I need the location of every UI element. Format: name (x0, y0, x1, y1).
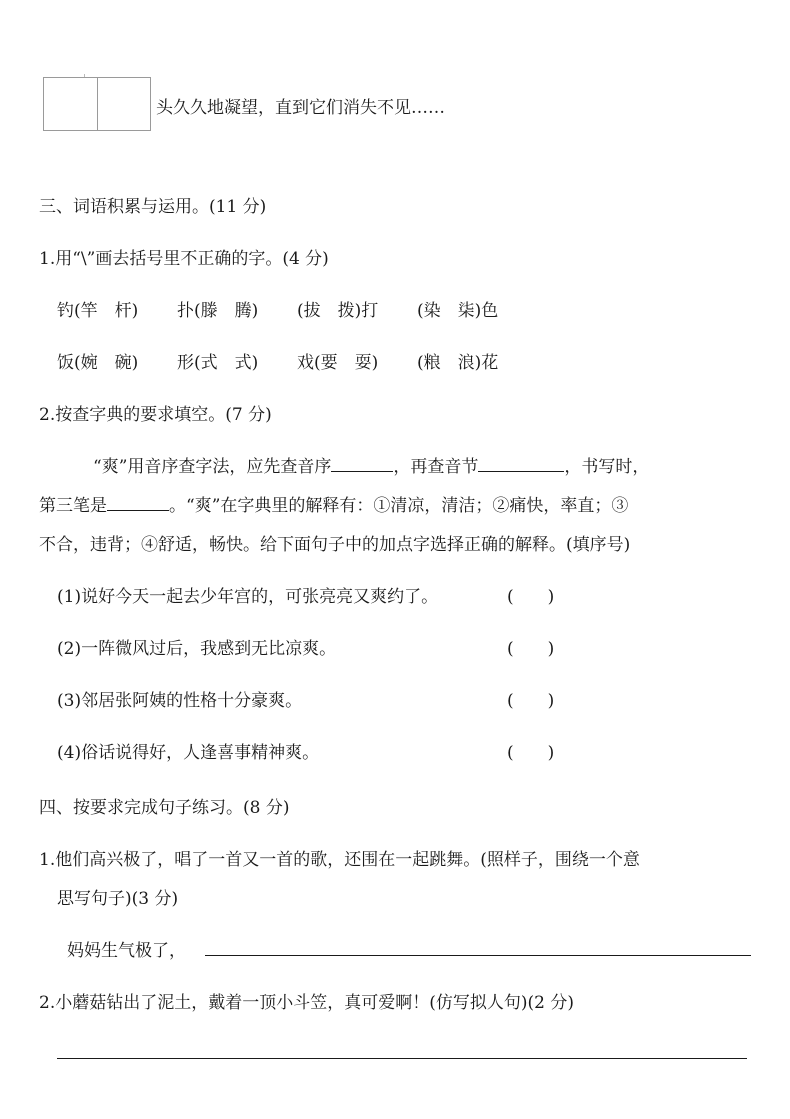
section3-heading: 三、词语积累与运用。(11 分) (39, 197, 267, 217)
blank-third-stroke[interactable] (107, 492, 169, 511)
q2-item-4: (4)俗话说得好，人逢喜事精神爽。 (57, 743, 320, 763)
q2-item-2: (2)一阵微风过后，我感到无比凉爽。 (57, 639, 337, 659)
section4-heading: 四、按要求完成句子练习。(8 分) (39, 798, 290, 818)
section4-q1-line2: 思写句子)(3 分) (57, 889, 179, 909)
q2-item-1-answer[interactable]: ( ) (507, 587, 555, 607)
q1-row2-item2: 形(式 式) (177, 353, 259, 373)
q1-row1-item3: (拔 拨)打 (297, 301, 379, 321)
section4-q2: 2.小蘑菇钻出了泥土，戴着一顶小斗笠，真可爱啊！(仿写拟人句)(2 分) (39, 993, 574, 1013)
q2-para-line1: “爽”用音序查字法，应先查音序 ，再查音节 ，书写时， (93, 452, 649, 477)
q2-item-3: (3)邻居张阿姨的性格十分豪爽。 (57, 691, 303, 711)
q2-item-2-answer[interactable]: ( ) (507, 639, 555, 659)
section3-q1-prompt: 1.用“\”画去括号里不正确的字。(4 分) (39, 249, 329, 269)
carryover-text: 头久久地凝望，直到它们消失不见…… (156, 98, 445, 118)
writing-boxes (43, 77, 151, 131)
q1-row1-item1: 钓(竿 杆) (57, 301, 139, 321)
q2-item-3-answer[interactable]: ( ) (507, 691, 555, 711)
q2-item-4-answer[interactable]: ( ) (507, 743, 555, 763)
answer-line-q1[interactable] (205, 955, 751, 956)
box-divider (97, 78, 98, 130)
q1-row1-item2: 扑(滕 腾) (177, 301, 259, 321)
q1-row1-item4: (染 柒)色 (417, 301, 499, 321)
answer-line-q2[interactable] (57, 1058, 747, 1059)
q1-row2-item4: (粮 浪)花 (417, 353, 499, 373)
blank-yinxu[interactable] (331, 453, 393, 472)
q2-item-1: (1)说好今天一起去少年宫的，可张亮亮又爽约了。 (57, 587, 439, 607)
section4-q1-answer-prefix: 妈妈生气极了， (67, 941, 186, 961)
q2-para-line3: 不合，违背；④舒适，畅快。给下面句子中的加点字选择正确的解释。(填序号) (39, 535, 631, 555)
q1-row2-item3: 戏(要 耍) (297, 353, 379, 373)
section4-q1-line1: 1.他们高兴极了，唱了一首又一首的歌，还围在一起跳舞。(照样子，围绕一个意 (39, 850, 640, 870)
blank-yinjie[interactable] (478, 453, 564, 472)
section3-q2-prompt: 2.按查字典的要求填空。(7 分) (39, 405, 272, 425)
q1-row2-item1: 饭(婉 碗) (57, 353, 139, 373)
q2-para-line2: 第三笔是 。“爽”在字典里的解释有：①清凉，清洁；②痛快，率直；③ (39, 491, 628, 516)
